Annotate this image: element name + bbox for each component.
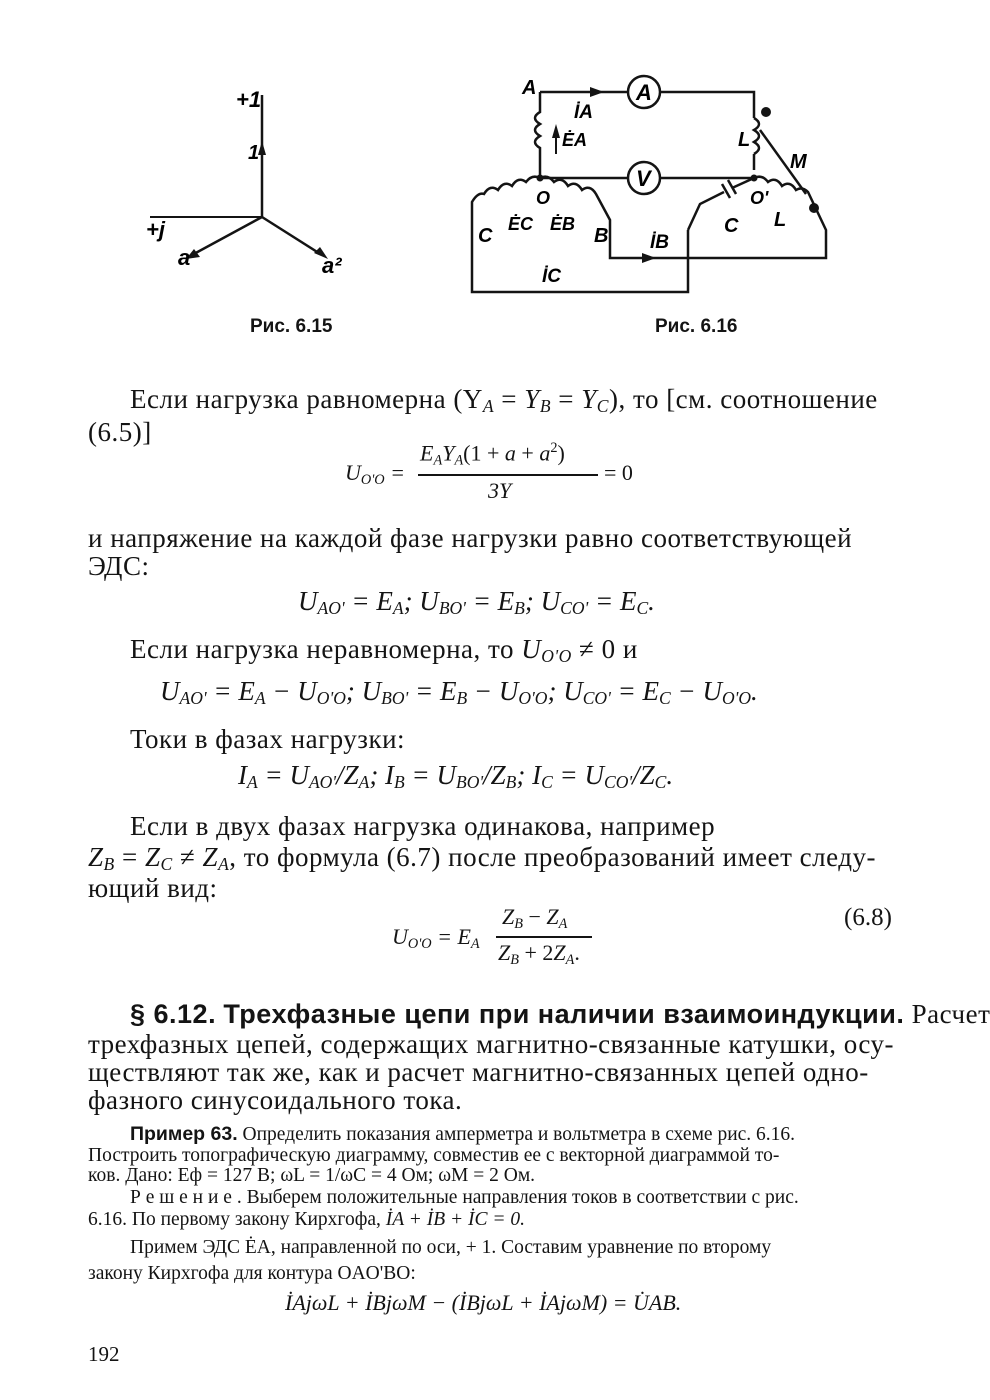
fraction-bar xyxy=(418,474,598,476)
voltmeter-label: V xyxy=(636,166,651,191)
node-B-label: B xyxy=(594,225,609,247)
equation-numerator: $E_AY_A(1 + a + a^2)$ xyxy=(420,440,565,469)
equation-6-8-num: $Z_B - Z_A$ xyxy=(502,904,568,932)
paragraph-line: и напряжение на каждой фазе нагрузки равно соответствующей xyxy=(88,523,853,553)
label-EC: ĖC xyxy=(508,214,534,234)
equation-uoo: $U_{O'O}$ = xyxy=(345,460,405,488)
equation-number: (6.8) xyxy=(844,904,892,931)
paragraph-line: ществляют так же, как и расчет магнитно-связанных цепей одно- xyxy=(88,1057,869,1087)
label-M: M xyxy=(790,151,807,173)
equation-kvl: İAjωL + İBjωM − (İBjωL + İAjωM) = U̇AB. xyxy=(285,1290,682,1315)
label-EB: ĖB xyxy=(550,214,576,234)
paragraph-line: Токи в фазах нагрузки: xyxy=(130,724,406,754)
paragraph-line: ЭДС: xyxy=(88,551,150,581)
equation-unbalanced: $U_{AO'} = E_A - U_{O'O}$; $U_{BO'} = E_B - U_{O'O}$; $U_{CO'} = E_C - U_{O'O}$. xyxy=(160,676,758,708)
solution-line: 6.16. По первому закону Кирхгофа, İA + İB + İC = 0. xyxy=(88,1209,526,1230)
page-number: 192 xyxy=(88,1342,120,1366)
node-Oprime-label: O' xyxy=(750,188,769,208)
label-capacitor: C xyxy=(724,215,739,237)
figure-6-16 xyxy=(460,70,840,310)
label-a: a xyxy=(178,245,191,270)
equation-currents: $I_A = U_{AO'}/Z_A$; $I_B = U_{BO'}/Z_B$; $I_C = U_{CO'}/Z_C$. xyxy=(238,760,674,792)
label-L1: L xyxy=(738,129,751,151)
paragraph-line: фазного синусоидального тока. xyxy=(88,1085,463,1115)
paragraph-line: Примем ЭДС ĖA, направленной по оси, + 1. Составим уравнение по второму xyxy=(130,1237,772,1258)
equation-6-8-lhs: $U_{O'O} = E_A$ xyxy=(392,924,480,952)
example-line: Пример 63. Определить показания амперметра и вольтметра в схеме рис. 6.16. xyxy=(130,1123,796,1145)
paragraph-line: (6.5)] xyxy=(88,417,152,447)
label-a2: a² xyxy=(322,253,342,278)
label-L2: L xyxy=(774,209,787,231)
solution-line: Р е ш е н и е . Выберем положительные направления токов в соответствии с рис. xyxy=(130,1187,799,1208)
label-plusj: +j xyxy=(146,217,165,242)
section-title: Трехфазные цепи при наличии взаимоиндукции. xyxy=(223,999,905,1029)
label-EA: ĖA xyxy=(562,130,588,150)
label-IB: İB xyxy=(650,232,669,253)
figure-6-15 xyxy=(130,85,390,285)
label-one: 1 xyxy=(248,142,260,164)
paragraph-line: закону Кирхгофа для контура OAO'BO: xyxy=(88,1263,416,1284)
paragraph-line: трехфазных цепей, содержащих магнитно-связанные катушки, осу- xyxy=(88,1029,894,1059)
node-O-label: O xyxy=(536,188,551,208)
example-label: Пример 63. xyxy=(130,1123,238,1145)
equation-denominator: 3Y xyxy=(488,478,512,503)
equation-phase-voltages: $U_{AO'} = E_A$; $U_{BO'} = E_B$; $U_{CO'} = E_C$. xyxy=(298,586,655,618)
paragraph-line: Если в двух фазах нагрузка одинакова, например xyxy=(130,811,716,841)
fraction-bar xyxy=(496,936,592,938)
label-IC: İC xyxy=(542,266,561,287)
label-plus1: +1 xyxy=(236,87,262,112)
paragraph-line: ющий вид: xyxy=(88,873,218,903)
section-heading-line: § 6.12. Трехфазные цепи при наличии взаимоиндукции. Расчет xyxy=(130,999,990,1029)
paragraph-line: Если нагрузка равномерна $(Y_A = Y_B = Y_C)$, то [см. соотношение xyxy=(130,384,878,416)
equation-rhs: = 0 xyxy=(604,460,633,485)
label-IA: İA xyxy=(574,102,593,123)
figure-6-16-caption: Рис. 6.16 xyxy=(655,316,738,337)
node-C-label: C xyxy=(478,225,493,247)
node-A-label: A xyxy=(522,77,537,99)
paragraph-line: $Z_B = Z_C \ne Z_A$, то формула (6.7) после преобразований имеет следу- xyxy=(88,842,876,874)
ammeter-label: A xyxy=(636,80,652,105)
example-line: Построить топографическую диаграмму, совместив ее с векторной диаграммой то- xyxy=(88,1145,780,1166)
paragraph-line: Если нагрузка неравномерна, то $U_{O'O} \ne 0$ и xyxy=(130,634,638,666)
equation-6-8-den: $Z_B + 2Z_A$. xyxy=(498,940,580,968)
example-line: ков. Дано: Eф = 127 В; ωL = 1/ωC = 4 Ом; ωM = 2 Ом. xyxy=(88,1165,536,1186)
figure-6-15-caption: Рис. 6.15 xyxy=(250,316,333,337)
